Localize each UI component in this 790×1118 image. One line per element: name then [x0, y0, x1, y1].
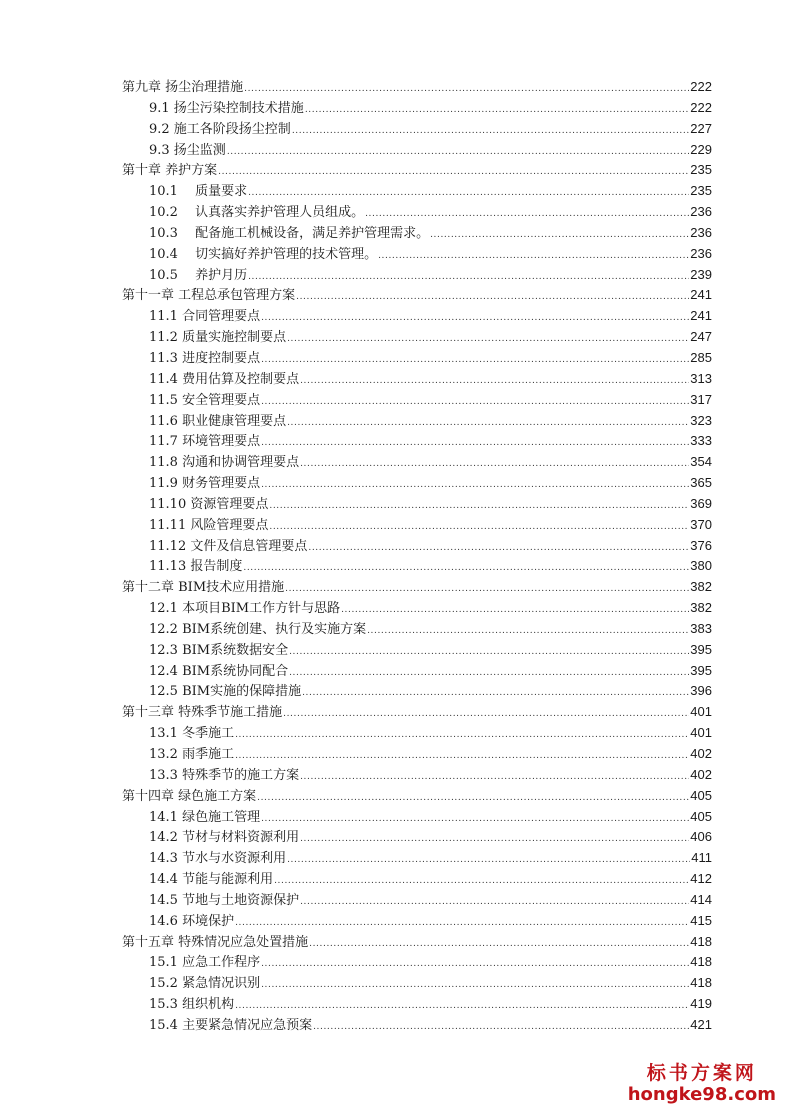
toc-entry-title: 9.1 扬尘污染控制技术措施	[149, 100, 304, 116]
toc-dot-leader	[248, 183, 689, 204]
toc-entry-title: 第十一章 工程总承包管理方案	[122, 288, 296, 304]
toc-section-entry[interactable]	[122, 536, 712, 557]
toc-chapter-entry[interactable]	[122, 932, 712, 953]
toc-entry-title: 13.2 雨季施工	[149, 747, 235, 762]
toc-entry-title: 11.3 进度控制要点	[149, 350, 261, 366]
toc-page-number: 395	[690, 662, 712, 678]
toc-entry-title: 11.12 文件及信息管理要点	[149, 538, 308, 554]
toc-page-number: 241	[690, 287, 712, 303]
toc-page-number: 376	[690, 537, 712, 553]
toc-entry-title: 11.2 质量实施控制要点	[149, 330, 287, 346]
toc-section-entry[interactable]	[122, 598, 712, 619]
toc-chapter-entry[interactable]	[122, 77, 712, 98]
toc-chapter-entry[interactable]	[122, 702, 712, 723]
toc-page-number: 236	[690, 204, 712, 220]
toc-entry-title: 13.3 特殊季节的施工方案	[149, 767, 300, 783]
toc-page-number: 412	[690, 871, 712, 887]
toc-dot-leader	[248, 267, 689, 288]
toc-entry-title: 10.4 切实搞好养护管理的技术管理。	[149, 246, 378, 262]
toc-dot-leader	[261, 308, 689, 329]
toc-page-number: 236	[690, 245, 712, 261]
toc-dot-leader	[274, 871, 689, 892]
toc-section-entry[interactable]	[122, 619, 712, 640]
toc-dot-leader	[430, 225, 689, 246]
toc-dot-leader	[235, 725, 689, 746]
toc-section-entry[interactable]	[122, 661, 712, 682]
toc-entry-title: 12.1 本项目BIM工作方针与思路	[149, 601, 341, 617]
toc-chapter-entry[interactable]	[122, 577, 712, 598]
toc-page-number: 235	[690, 183, 712, 199]
toc-page-number: 222	[690, 79, 712, 94]
toc-section-entry[interactable]	[122, 807, 712, 828]
toc-dot-leader	[261, 475, 689, 496]
toc-entry-title: 12.5 BIM实施的保障措施	[149, 684, 302, 700]
toc-page-number: 333	[690, 433, 712, 449]
toc-dot-leader	[300, 371, 689, 392]
toc-chapter-entry[interactable]	[122, 160, 712, 181]
toc-page-number: 370	[690, 516, 712, 532]
toc-section-entry[interactable]	[122, 869, 712, 890]
toc-page-number: 401	[690, 725, 712, 741]
watermark-title: 标书方案网	[646, 1062, 757, 1084]
toc-entry-title: 14.6 环境保护	[149, 913, 235, 929]
table-of-contents	[122, 77, 712, 1036]
toc-section-entry[interactable]	[122, 98, 712, 119]
toc-page-number: 396	[690, 683, 712, 699]
toc-dot-leader	[341, 600, 689, 621]
toc-dot-leader	[287, 413, 689, 434]
toc-section-entry[interactable]	[122, 994, 712, 1015]
toc-page-number: 411	[691, 850, 712, 866]
toc-page-number: 419	[690, 996, 712, 1012]
toc-entry-title: 第十章 养护方案	[122, 163, 218, 179]
toc-dot-leader	[283, 704, 689, 725]
toc-section-entry[interactable]	[122, 911, 712, 932]
site-watermark	[628, 1062, 776, 1106]
toc-entry-title: 11.8 沟通和协调管理要点	[149, 455, 300, 471]
toc-dot-leader	[261, 809, 689, 830]
toc-section-entry[interactable]	[122, 640, 712, 661]
toc-entry-title: 12.3 BIM系统数据安全	[149, 642, 289, 658]
toc-dot-leader	[261, 954, 689, 975]
toc-section-entry[interactable]	[122, 181, 712, 202]
toc-section-entry[interactable]	[122, 327, 712, 348]
toc-dot-leader	[292, 121, 689, 142]
toc-section-entry[interactable]	[122, 244, 712, 265]
toc-section-entry[interactable]	[122, 390, 712, 411]
toc-section-entry[interactable]	[122, 140, 712, 161]
toc-section-entry[interactable]	[122, 369, 712, 390]
toc-section-entry[interactable]	[122, 348, 712, 369]
toc-entry-title: 11.9 财务管理要点	[149, 476, 261, 492]
toc-dot-leader	[300, 767, 689, 788]
toc-entry-title: 14.3 节水与水资源利用	[149, 851, 287, 867]
toc-page-number: 402	[690, 746, 712, 761]
toc-entry-title: 14.1 绿色施工管理	[149, 809, 261, 825]
toc-entry-title: 14.4 节能与能源利用	[149, 872, 274, 888]
toc-dot-leader	[300, 829, 689, 850]
toc-section-entry[interactable]	[122, 473, 712, 494]
toc-section-entry[interactable]	[122, 952, 712, 973]
toc-dot-leader	[227, 142, 689, 163]
toc-page-number: 414	[690, 891, 712, 907]
toc-section-entry[interactable]	[122, 890, 712, 911]
toc-section-entry[interactable]	[122, 119, 712, 140]
toc-dot-leader	[261, 350, 689, 371]
toc-entry-title: 15.3 组织机构	[149, 997, 235, 1013]
toc-entry-title: 14.2 节材与材料资源利用	[149, 830, 300, 846]
toc-entry-title: 第十四章 绿色施工方案	[122, 788, 257, 804]
toc-section-entry[interactable]	[122, 265, 712, 286]
toc-dot-leader	[309, 934, 689, 955]
toc-dot-leader	[261, 975, 689, 996]
toc-entry-title: 12.2 BIM系统创建、执行及实施方案	[149, 621, 367, 637]
toc-page-number: 418	[690, 954, 712, 970]
toc-entry-title: 15.2 紧急情况识别	[149, 976, 261, 992]
toc-page-number: 418	[690, 933, 712, 949]
toc-page-number: 323	[690, 412, 712, 428]
toc-dot-leader	[285, 579, 689, 600]
toc-entry-title: 13.1 冬季施工	[149, 726, 235, 742]
toc-entry-title: 15.1 应急工作程序	[149, 955, 261, 971]
toc-page-number: 354	[690, 454, 712, 470]
toc-entry-title: 第九章 扬尘治理措施	[122, 80, 244, 95]
watermark-url: hongke98.com	[627, 1084, 776, 1105]
toc-dot-leader	[313, 1017, 689, 1038]
toc-section-entry[interactable]	[122, 973, 712, 994]
toc-entry-title: 11.5 安全管理要点	[149, 392, 261, 408]
toc-entry-title: 第十五章 特殊情况应急处置措施	[122, 934, 309, 950]
toc-entry-title: 10.3 配备施工机械设备，满足养护管理需求。	[149, 225, 430, 241]
toc-section-entry[interactable]	[122, 431, 712, 452]
toc-dot-leader	[235, 996, 689, 1017]
toc-entry-title: 10.2 认真落实养护管理人员组成。	[149, 205, 365, 221]
toc-dot-leader	[289, 642, 689, 663]
toc-entry-title: 9.2 施工各阶段扬尘控制	[149, 121, 291, 137]
toc-page-number: 421	[690, 1016, 712, 1032]
toc-page-number: 382	[690, 579, 712, 595]
toc-section-entry[interactable]	[122, 306, 712, 327]
toc-page-number: 395	[690, 641, 712, 657]
toc-page-number: 241	[690, 308, 712, 324]
toc-section-entry[interactable]	[122, 827, 712, 848]
toc-entry-title: 15.4 主要紧急情况应急预案	[149, 1017, 313, 1033]
toc-section-entry[interactable]	[122, 556, 712, 577]
toc-section-entry[interactable]	[122, 494, 712, 515]
toc-dot-leader	[365, 204, 689, 225]
toc-page-number: 401	[690, 704, 712, 720]
toc-dot-leader	[296, 287, 689, 308]
toc-entry-title: 11.1 合同管理要点	[149, 309, 261, 325]
toc-dot-leader	[289, 663, 689, 684]
toc-dot-leader	[257, 788, 689, 809]
toc-dot-leader	[300, 454, 689, 475]
toc-entry-title: 11.10 资源管理要点	[149, 496, 269, 512]
toc-chapter-entry[interactable]	[122, 786, 712, 807]
toc-entry-title: 11.7 环境管理要点	[149, 434, 261, 450]
toc-page-number: 222	[690, 99, 712, 115]
toc-page-number: 369	[690, 495, 712, 511]
toc-entry-title: 11.6 职业健康管理要点	[149, 413, 287, 429]
toc-dot-leader	[300, 892, 689, 913]
toc-page-number: 285	[690, 349, 712, 365]
toc-dot-leader	[367, 621, 689, 642]
toc-page-number: 415	[690, 912, 712, 928]
toc-entry-title: 9.3 扬尘监测	[149, 142, 226, 158]
toc-dot-leader	[287, 850, 690, 871]
toc-page-number: 236	[690, 224, 712, 240]
toc-dot-leader	[235, 913, 689, 934]
toc-entry-title: 10.1 质量要求	[149, 184, 248, 200]
toc-page-number: 317	[690, 391, 712, 407]
toc-section-entry[interactable]	[122, 202, 712, 223]
toc-entry-title: 11.4 费用估算及控制要点	[149, 371, 300, 387]
toc-dot-leader	[243, 558, 689, 579]
toc-dot-leader	[308, 538, 689, 559]
toc-entry-title: 11.11 风险管理要点	[149, 517, 269, 533]
toc-section-entry[interactable]	[122, 681, 712, 702]
toc-page-number: 313	[690, 370, 712, 386]
toc-page-number: 405	[690, 787, 712, 803]
toc-dot-leader	[244, 79, 689, 100]
toc-dot-leader	[269, 517, 689, 538]
toc-page-number: 227	[690, 120, 712, 136]
toc-section-entry[interactable]	[122, 411, 712, 432]
toc-chapter-entry[interactable]	[122, 285, 712, 306]
toc-page-number: 406	[690, 829, 712, 845]
toc-dot-leader	[235, 746, 689, 767]
toc-section-entry[interactable]	[122, 452, 712, 473]
toc-entry-title: 12.4 BIM系统协同配合	[149, 663, 289, 679]
toc-page-number: 235	[690, 162, 712, 178]
toc-page-number: 402	[690, 766, 712, 782]
toc-section-entry[interactable]	[122, 765, 712, 786]
toc-page-number: 380	[690, 558, 712, 574]
toc-page-number: 239	[690, 266, 712, 282]
toc-page-number: 383	[690, 620, 712, 636]
toc-entry-title: 第十二章 BIM技术应用措施	[122, 580, 285, 596]
toc-page-number: 365	[690, 475, 712, 491]
toc-dot-leader	[302, 683, 689, 704]
toc-dot-leader	[287, 329, 689, 350]
toc-section-entry[interactable]	[122, 723, 712, 744]
toc-dot-leader	[269, 496, 689, 517]
toc-section-entry[interactable]	[122, 848, 712, 869]
toc-dot-leader	[218, 162, 689, 183]
toc-page-number: 418	[690, 975, 712, 991]
toc-entry-title: 10.5 养护月历	[149, 267, 248, 283]
toc-dot-leader	[261, 392, 689, 413]
toc-page-number: 229	[690, 141, 712, 157]
toc-section-entry[interactable]	[122, 1015, 712, 1036]
toc-page-number: 247	[690, 329, 712, 345]
toc-entry-title: 11.13 报告制度	[149, 559, 243, 575]
toc-dot-leader	[378, 246, 689, 267]
toc-entry-title: 第十三章 特殊季节施工措施	[122, 705, 283, 721]
toc-dot-leader	[261, 433, 689, 454]
toc-page-number: 405	[690, 808, 712, 824]
toc-page-number: 382	[690, 600, 712, 616]
toc-dot-leader	[305, 100, 689, 121]
toc-section-entry[interactable]	[122, 744, 712, 765]
toc-section-entry[interactable]	[122, 515, 712, 536]
toc-section-entry[interactable]	[122, 223, 712, 244]
toc-entry-title: 14.5 节地与土地资源保护	[149, 892, 300, 908]
